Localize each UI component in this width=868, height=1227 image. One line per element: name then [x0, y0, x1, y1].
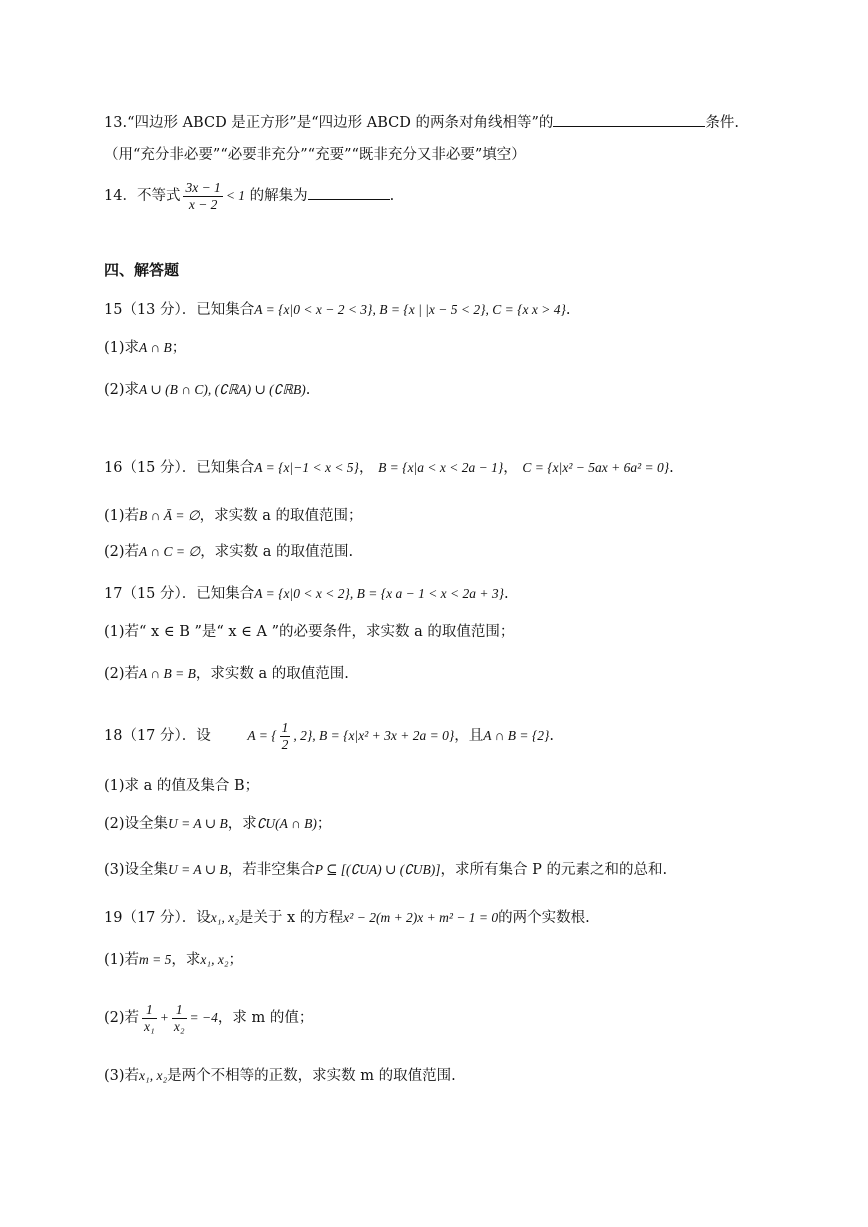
q17-p2-text: ，求实数 a 的取值范围.	[195, 666, 349, 682]
q19-mid: 是关于 x 的方程	[238, 910, 344, 926]
q17-part1	[104, 622, 514, 642]
q18-part2	[104, 814, 331, 834]
q18-fraction	[280, 720, 291, 753]
q13-number: 13.	[104, 115, 128, 131]
q17-p2-math: A ∩ B = B	[139, 666, 196, 681]
q16-p2-math: A ∩ C = ∅	[139, 544, 201, 559]
q19-p2-label: (2)若	[104, 1010, 140, 1026]
q15-p2-math: A ∪ (B ∩ C), (∁ℝA) ∪ (∁ℝB)	[139, 382, 306, 397]
q19-frac2-num: 1	[172, 1002, 187, 1019]
q16-set-b: B = {x|a < x < 2a − 1}	[378, 460, 504, 475]
q14-answer-blank[interactable]	[308, 185, 390, 200]
q15-part2	[104, 380, 310, 400]
q18-frac-num: 1	[281, 719, 289, 735]
q19-part1	[104, 950, 243, 970]
q19-part3	[104, 1066, 456, 1086]
q17-intro: 17（15 分）．已知集合	[104, 586, 255, 602]
q16-p2-text: ，求实数 a 的取值范围.	[200, 544, 354, 560]
q14-text: 的解集为	[249, 188, 308, 204]
q18-p3-label: (3)设全集	[104, 862, 169, 878]
q19-frac1-num: 1	[142, 1002, 157, 1019]
q19-line	[104, 908, 590, 928]
q16-intro: 16（15 分）．已知集合	[104, 460, 255, 476]
q14-label: 14．不等式	[104, 188, 181, 204]
q18-set-a-post: , 2}, B = {x|x² + 3x + 2a = 0}	[293, 728, 455, 743]
q17-part2	[104, 664, 349, 684]
q16-set-a: A = {x|−1 < x < 5}	[254, 460, 359, 475]
q15-p1-end: ；	[171, 340, 187, 356]
q18-set-a-pre: A = {	[247, 728, 277, 743]
q13-hint-text: （用“充分非必要”“必要非充分”“充要”“既非充分又非必要”填空）	[104, 147, 526, 163]
q19-plus: +	[159, 1010, 169, 1025]
q16-end: .	[669, 460, 674, 476]
q14-fraction	[183, 180, 222, 213]
q19-p1-math2: x₁, x₂	[200, 952, 229, 967]
q14-rel: < 1	[225, 188, 246, 203]
q14-frac-den: x − 2	[188, 196, 218, 212]
q18-p3-text: ，求所有集合 P 的元素之和的总和.	[440, 862, 668, 878]
q15-p1-label: (1)求	[104, 340, 140, 356]
q15-end: .	[565, 302, 571, 318]
q16-part1	[104, 506, 363, 526]
q14-line	[104, 176, 394, 216]
q15-line	[104, 300, 570, 320]
q17-p1-text: (1)若“ x ∈ B ”是“ x ∈ A ”的必要条件，求实数 a 的取值范围；	[104, 624, 515, 640]
q18-part3	[104, 860, 667, 880]
q18-p3-math: U = A ∪ B	[168, 862, 228, 877]
q19-p1-end: ；	[228, 952, 244, 968]
q18-p3-mid: ，若非空集合	[227, 862, 315, 878]
q18-end: .	[549, 728, 555, 744]
q16-p1-label: (1)若	[104, 508, 140, 524]
section-heading: 四、解答题	[104, 261, 180, 279]
q19-frac1-den: x₁	[144, 1018, 155, 1034]
q16-sep1: ，	[358, 460, 374, 476]
q13-line	[104, 112, 739, 133]
q19-p1-math: m = 5	[139, 952, 172, 967]
q13-text: “四边形 ABCD 是正方形”是“四边形 ABCD 的两条对角线相等”的	[127, 115, 554, 131]
q18-p2-math2: ∁U(A ∩ B)	[256, 816, 317, 831]
q19-p1-label: (1)若	[104, 952, 140, 968]
q18-p2-end: ；	[316, 816, 332, 832]
q18-p3-math2: P ⊆ [(∁UA) ∪ (∁UB)]	[314, 862, 441, 877]
q18-cond: A ∩ B = {2}	[483, 728, 550, 743]
q18-cond-pre: ，且	[454, 728, 484, 744]
q14-end: .	[389, 188, 395, 204]
q19-text: 的两个实数根.	[498, 910, 590, 926]
q19-p3-label: (3)若	[104, 1068, 140, 1084]
q19-p3-math: x₁, x₂	[139, 1068, 168, 1083]
q15-p2-end: .	[305, 382, 311, 398]
q13-hint	[104, 145, 526, 165]
q14-frac-num: 3x − 1	[185, 179, 221, 195]
q17-sets: A = {x|0 < x < 2}, B = {x a − 1 < x < 2a + 3}	[254, 586, 505, 601]
q16-line	[104, 458, 674, 478]
q18-frac-den: 2	[281, 736, 289, 752]
q18-p2-mid: ，求	[227, 816, 257, 832]
q19-p3-text: 是两个不相等的正数，求实数 m 的取值范围.	[167, 1068, 456, 1084]
q18-intro: 18（17 分）．设	[104, 728, 211, 744]
q18-p2-math: U = A ∪ B	[168, 816, 228, 831]
q16-p2-label: (2)若	[104, 544, 140, 560]
q18-p2-label: (2)设全集	[104, 816, 169, 832]
q19-p1-mid: ，求	[171, 952, 201, 968]
q17-p2-label: (2)若	[104, 666, 140, 682]
q17-line	[104, 584, 509, 604]
q15-sets: A = {x|0 < x − 2 < 3}, B = {x | |x − 5 < 2}, C = {x x > 4}	[254, 302, 566, 317]
q15-intro: 15（13 分）．已知集合	[104, 302, 255, 318]
q16-set-c: C = {x|x² − 5ax + 6a² = 0}	[522, 460, 670, 475]
q13-answer-blank[interactable]	[553, 112, 705, 127]
q19-part2	[104, 998, 313, 1038]
q18-p1-text: (1)求 a 的值及集合 B；	[104, 778, 260, 794]
q15-p1-math: A ∩ B	[139, 340, 172, 355]
q13-text-end: 条件.	[705, 115, 739, 131]
q19-rel: = −4	[189, 1010, 218, 1025]
q19-vars: x₁, x₂	[210, 910, 239, 925]
q16-p1-text: ，求实数 a 的取值范围；	[199, 508, 363, 524]
q15-p2-label: (2)求	[104, 382, 140, 398]
q17-end: .	[504, 586, 509, 602]
q18-line	[104, 716, 554, 756]
q19-frac2	[172, 1002, 187, 1035]
q16-sep2: ，	[503, 460, 518, 476]
q19-frac1	[142, 1002, 157, 1035]
q19-equation: x² − 2(m + 2)x + m² − 1 = 0	[343, 910, 499, 925]
q19-intro: 19（17 分）．设	[104, 910, 211, 926]
q15-part1	[104, 338, 186, 358]
q19-frac2-den: x₂	[173, 1018, 185, 1034]
q16-p1-math: B ∩ Ā = ∅	[139, 508, 200, 523]
q16-part2	[104, 542, 353, 562]
q19-p2-text: ，求 m 的值；	[217, 1010, 314, 1026]
q18-part1	[104, 776, 259, 796]
